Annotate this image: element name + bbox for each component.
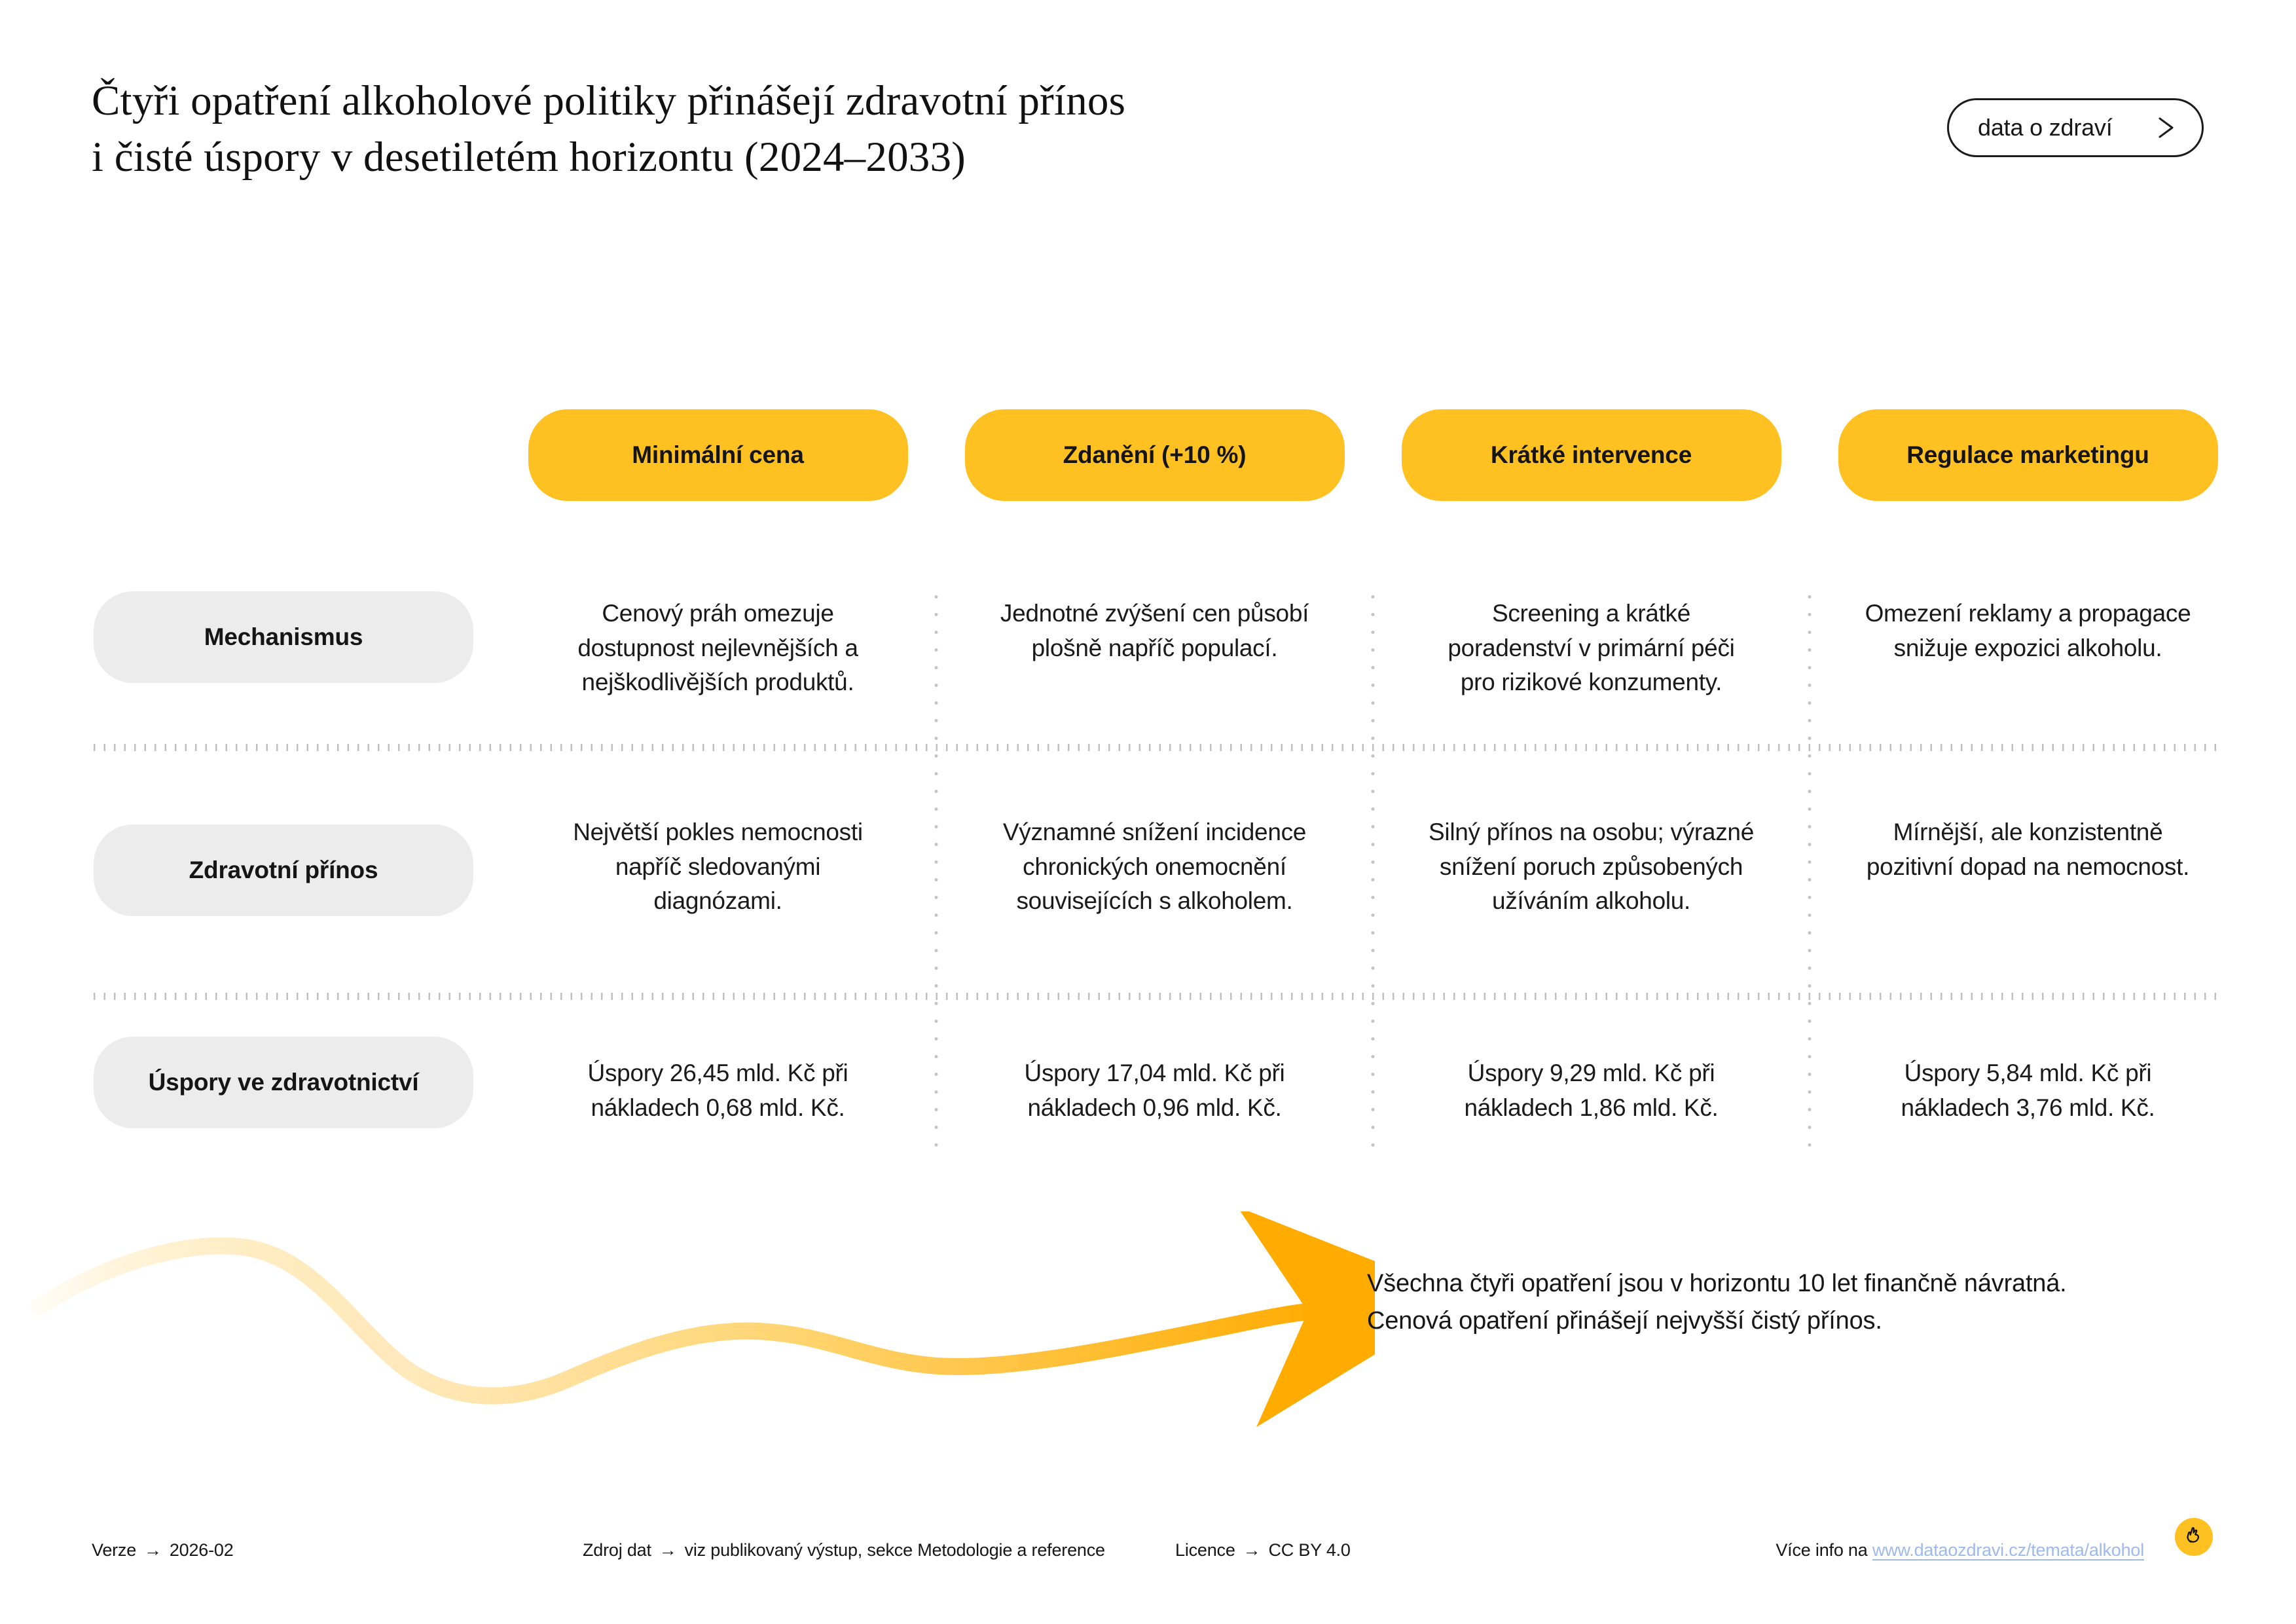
cell-prinos-kratke-intervence: Silný přínos na osobu; výrazné snížení poruch způsobených užíváním alkoholu.: [1429, 819, 1754, 915]
row-divider: [94, 993, 2223, 1000]
cell-mechanismus-zdaneni: Jednotné zvýšení cen působí plošně napříč populací.: [1000, 600, 1309, 661]
row-label-mechanismus: Mechanismus: [94, 591, 473, 683]
row-label-uspory: Úspory ve zdravotnictví: [94, 1037, 473, 1128]
cell-uspory-zdaneni: Úspory 17,04 mld. Kč při nákladech 0,96 mld. Kč.: [1024, 1060, 1285, 1121]
footer-info-label: Více info na: [1776, 1540, 1868, 1560]
column-header-minimalni-cena: Minimální cena: [528, 409, 908, 501]
footer-info: [1776, 1540, 2144, 1560]
annotation-line2: Cenová opatření přinášejí nejvyšší čistý přínos.: [1367, 1307, 1882, 1335]
table-row-zdravotni-prinos: [94, 815, 2246, 919]
footer-version-value: 2026-02: [169, 1540, 234, 1560]
row-divider: [94, 744, 2223, 751]
table-row-uspory: [94, 1037, 2246, 1128]
cell-uspory-kratke-intervence: Úspory 9,29 mld. Kč při nákladech 1,86 mld. Kč.: [1464, 1060, 1719, 1121]
cell-prinos-zdaneni: Významné snížení incidence chronických onemocnění souvisejících s alkoholem.: [1002, 819, 1307, 915]
footer-license-label: Licence: [1175, 1540, 1235, 1560]
page-title-line1: Čtyři opatření alkoholové politiky přinášejí zdravotní přínos: [92, 77, 1126, 124]
column-divider: [934, 588, 938, 1151]
footer-license: [1175, 1540, 1351, 1560]
cell-uspory-minimalni-cena: Úspory 26,45 mld. Kč při nákladech 0,68 mld. Kč.: [587, 1060, 848, 1121]
footer-source: [583, 1540, 1105, 1560]
page-title: [92, 73, 1125, 186]
pointing-hand-icon: [2182, 1524, 2206, 1551]
page-title-line2: i čisté úspory v desetiletém horizontu (2024–2033): [92, 133, 966, 181]
annotation: [1367, 1265, 2067, 1340]
cell-prinos-minimalni-cena: Největší pokles nemocnosti napříč sledovanými diagnózami.: [573, 819, 863, 915]
cell-mechanismus-kratke-intervence: Screening a krátké poradenství v primární péči pro rizikové konzumenty.: [1448, 600, 1735, 696]
column-header-regulace-marketingu: Regulace marketingu: [1838, 409, 2218, 501]
wavy-arrow: [0, 1211, 1375, 1434]
arrow-right-icon: →: [1243, 1540, 1261, 1560]
data-o-zdravi-button[interactable]: [1947, 98, 2204, 157]
footer-license-value: CC BY 4.0: [1268, 1540, 1351, 1560]
column-header-zdaneni: Zdanění (+10 %): [965, 409, 1345, 501]
cell-mechanismus-minimalni-cena: Cenový práh omezuje dostupnost nejlevnějších a nejškodlivějších produktů.: [577, 600, 858, 696]
cell-prinos-regulace-marketingu: Mírnější, ale konzistentně pozitivní dopad na nemocnost.: [1866, 819, 2190, 880]
arrow-right-icon: →: [659, 1540, 677, 1560]
footer-source-value: viz publikovaný výstup, sekce Metodologie a reference: [684, 1540, 1105, 1560]
data-o-zdravi-button-label: data o zdraví: [1978, 114, 2113, 141]
column-divider: [1371, 588, 1375, 1151]
annotation-line1: Všechna čtyři opatření jsou v horizontu 10 let finančně návratná.: [1367, 1270, 2067, 1297]
table-header-row: [94, 409, 2246, 501]
footer-source-label: Zdroj dat: [583, 1540, 651, 1560]
column-divider: [1808, 588, 1812, 1151]
row-label-zdravotni-prinos: Zdravotní přínos: [94, 824, 473, 916]
cell-mechanismus-regulace-marketingu: Omezení reklamy a propagace snižuje expozici alkoholu.: [1865, 600, 2191, 661]
column-header-kratke-intervence: Krátké intervence: [1402, 409, 1781, 501]
footer-version-label: Verze: [92, 1540, 137, 1560]
chevron-right-icon: [2155, 113, 2177, 142]
footer-version: [92, 1540, 234, 1560]
cell-uspory-regulace-marketingu: Úspory 5,84 mld. Kč při nákladech 3,76 mld. Kč.: [1901, 1060, 2155, 1121]
footer-info-link[interactable]: www.dataozdravi.cz/temata/alkohol: [1872, 1540, 2144, 1560]
table-row-mechanismus: [94, 591, 2246, 700]
arrow-right-icon: →: [144, 1540, 162, 1560]
logo-badge: [2175, 1518, 2213, 1556]
